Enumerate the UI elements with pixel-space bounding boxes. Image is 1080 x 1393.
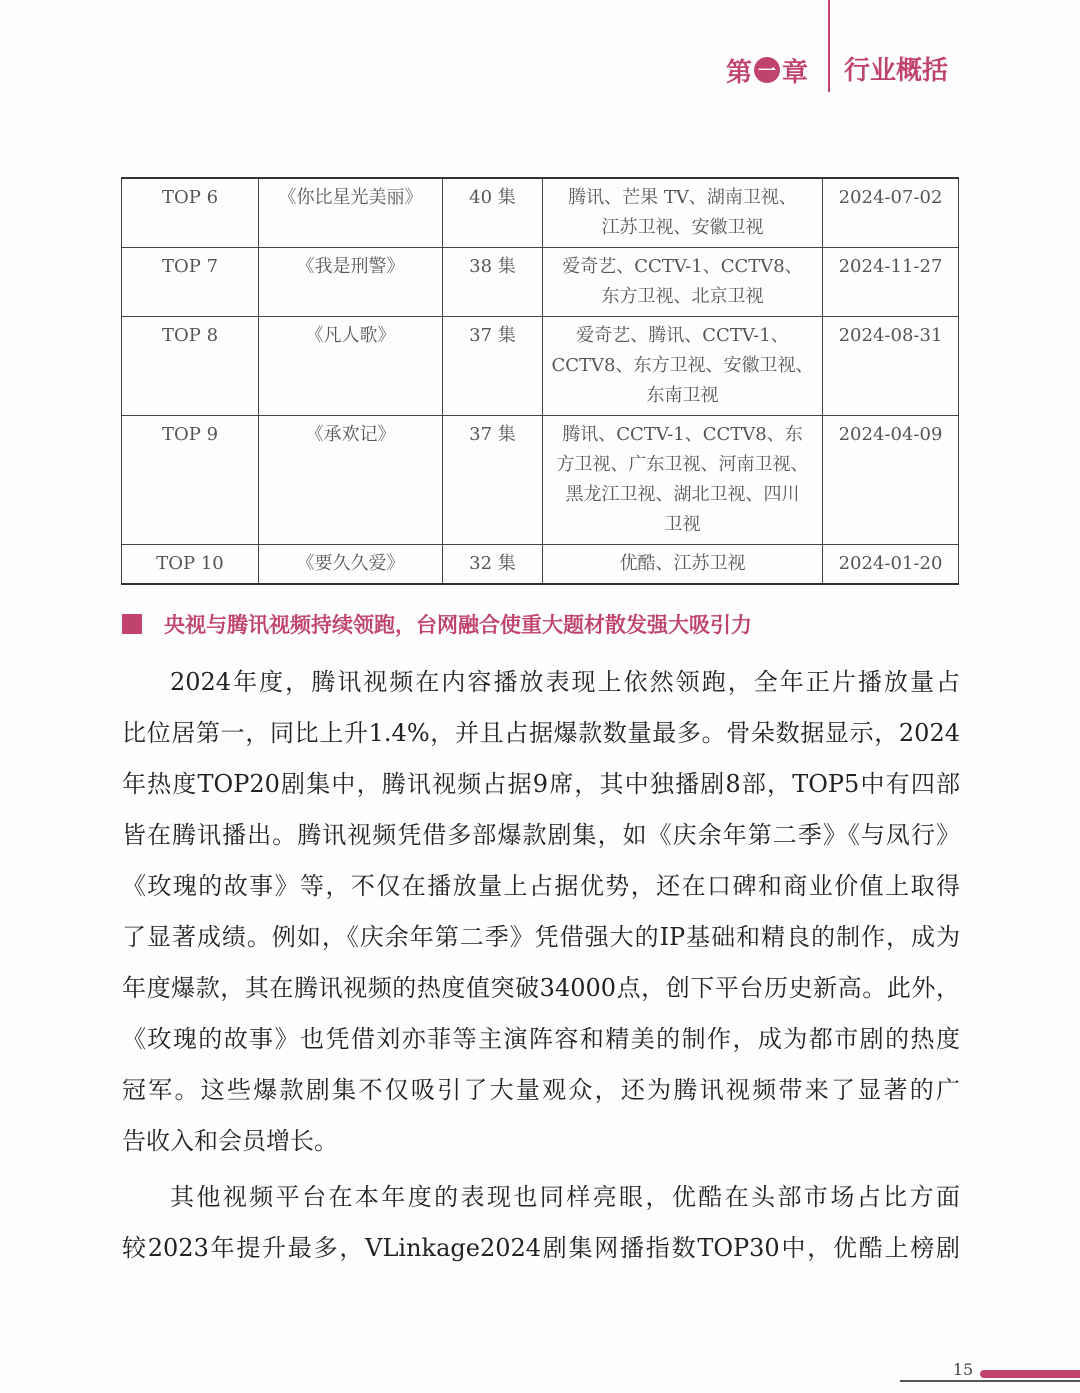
chapter-prefix: 第	[726, 57, 753, 88]
ranking-table	[121, 177, 959, 585]
rank-cell: TOP 10	[122, 545, 259, 585]
platforms-cell	[543, 416, 823, 545]
section-heading	[122, 606, 752, 642]
table-row	[122, 317, 959, 416]
platforms-cell	[543, 248, 823, 317]
platforms-cell	[543, 317, 823, 416]
paragraph-line: 告收入和会员增长。	[122, 1127, 338, 1155]
date-cell: 2024-04-09	[823, 416, 959, 545]
title-cell: 《我是刑警》	[259, 248, 443, 317]
footer-rule	[900, 1380, 1080, 1382]
platform-line: 黑龙江卫视、湖北卫视、四川	[565, 484, 800, 505]
paragraph-line: 较2023年提升最多，VLinkage2024剧集网播指数TOP30中，优酷上榜剧	[122, 1234, 960, 1262]
paragraph-line: 皆在腾讯播出。腾讯视频凭借多部爆款剧集，如《庆余年第二季》《与凤行》	[122, 821, 960, 849]
rank-cell: TOP 7	[122, 248, 259, 317]
rank-cell: TOP 6	[122, 178, 259, 248]
platforms-cell	[543, 545, 823, 585]
paragraph-line: 年热度TOP20剧集中，腾讯视频占据9席，其中独播剧8部，TOP5中有四部	[122, 770, 960, 798]
paragraph-line: 年度爆款，其在腾讯视频的热度值突破34000点，创下平台历史新高。此外，	[122, 974, 960, 1002]
ranking-table-body	[122, 178, 959, 584]
paragraph-line: 《玫瑰的故事》也凭借刘亦菲等主演阵容和精美的制作，成为都市剧的热度	[122, 1025, 960, 1053]
paragraph-1	[122, 657, 960, 1167]
header-divider	[828, 0, 830, 92]
date-cell: 2024-08-31	[823, 317, 959, 416]
platform-line: 爱奇艺、CCTV-1、CCTV8、	[562, 256, 803, 277]
chapter-number-badge: 一	[754, 57, 780, 83]
platform-line: 江苏卫视、安徽卫视	[601, 217, 764, 238]
episodes-cell: 38 集	[443, 248, 543, 317]
table-row	[122, 178, 959, 248]
platform-line: 东南卫视	[646, 385, 719, 406]
footer-accent-bar	[980, 1370, 1080, 1378]
platform-line: 东方卫视、北京卫视	[601, 286, 764, 307]
date-cell: 2024-01-20	[823, 545, 959, 585]
date-cell: 2024-07-02	[823, 178, 959, 248]
heading-square-icon	[122, 614, 142, 634]
rank-cell: TOP 9	[122, 416, 259, 545]
title-cell: 《承欢记》	[259, 416, 443, 545]
platform-line: 爱奇艺、腾讯、CCTV-1、	[576, 325, 789, 346]
section-heading-text: 央视与腾讯视频持续领跑，台网融合使重大题材散发强大吸引力	[164, 613, 752, 637]
section-title: 行业概括	[844, 55, 949, 86]
page-number: 15	[952, 1360, 974, 1379]
paragraph-line: 了显著成绩。例如，《庆余年第二季》凭借强大的IP基础和精良的制作，成为	[122, 923, 960, 951]
paragraph-2	[122, 1172, 960, 1274]
title-cell: 《要久久爱》	[259, 545, 443, 585]
rank-cell: TOP 8	[122, 317, 259, 416]
episodes-cell: 40 集	[443, 178, 543, 248]
platform-line: 腾讯、CCTV-1、CCTV8、东	[562, 424, 803, 445]
platform-line: CCTV8、东方卫视、安徽卫视、	[551, 355, 814, 376]
platform-line: 优酷、江苏卫视	[619, 553, 746, 574]
platforms-cell	[543, 178, 823, 248]
table-row	[122, 248, 959, 317]
title-cell: 《凡人歌》	[259, 317, 443, 416]
episodes-cell: 37 集	[443, 317, 543, 416]
paragraph-line: 冠军。这些爆款剧集不仅吸引了大量观众，还为腾讯视频带来了显著的广	[122, 1076, 960, 1104]
episodes-cell: 32 集	[443, 545, 543, 585]
chapter-suffix: 章	[782, 57, 809, 88]
title-cell: 《你比星光美丽》	[259, 178, 443, 248]
platform-line: 方卫视、广东卫视、河南卫视、	[556, 454, 809, 475]
table-row	[122, 545, 959, 585]
platform-line: 卫视	[664, 514, 701, 535]
episodes-cell: 37 集	[443, 416, 543, 545]
paragraph-line: 比位居第一，同比上升1.4%，并且占据爆款数量最多。骨朵数据显示，2024	[122, 719, 960, 747]
table-row	[122, 416, 959, 545]
date-cell: 2024-11-27	[823, 248, 959, 317]
paragraph-line: 2024年度，腾讯视频在内容播放表现上依然领跑，全年正片播放量占	[170, 668, 960, 696]
platform-line: 腾讯、芒果 TV、湖南卫视、	[568, 187, 797, 208]
chapter-label	[726, 50, 808, 90]
paragraph-line: 其他视频平台在本年度的表现也同样亮眼，优酷在头部市场占比方面	[170, 1183, 960, 1211]
paragraph-line: 《玫瑰的故事》等，不仅在播放量上占据优势，还在口碑和商业价值上取得	[122, 872, 960, 900]
